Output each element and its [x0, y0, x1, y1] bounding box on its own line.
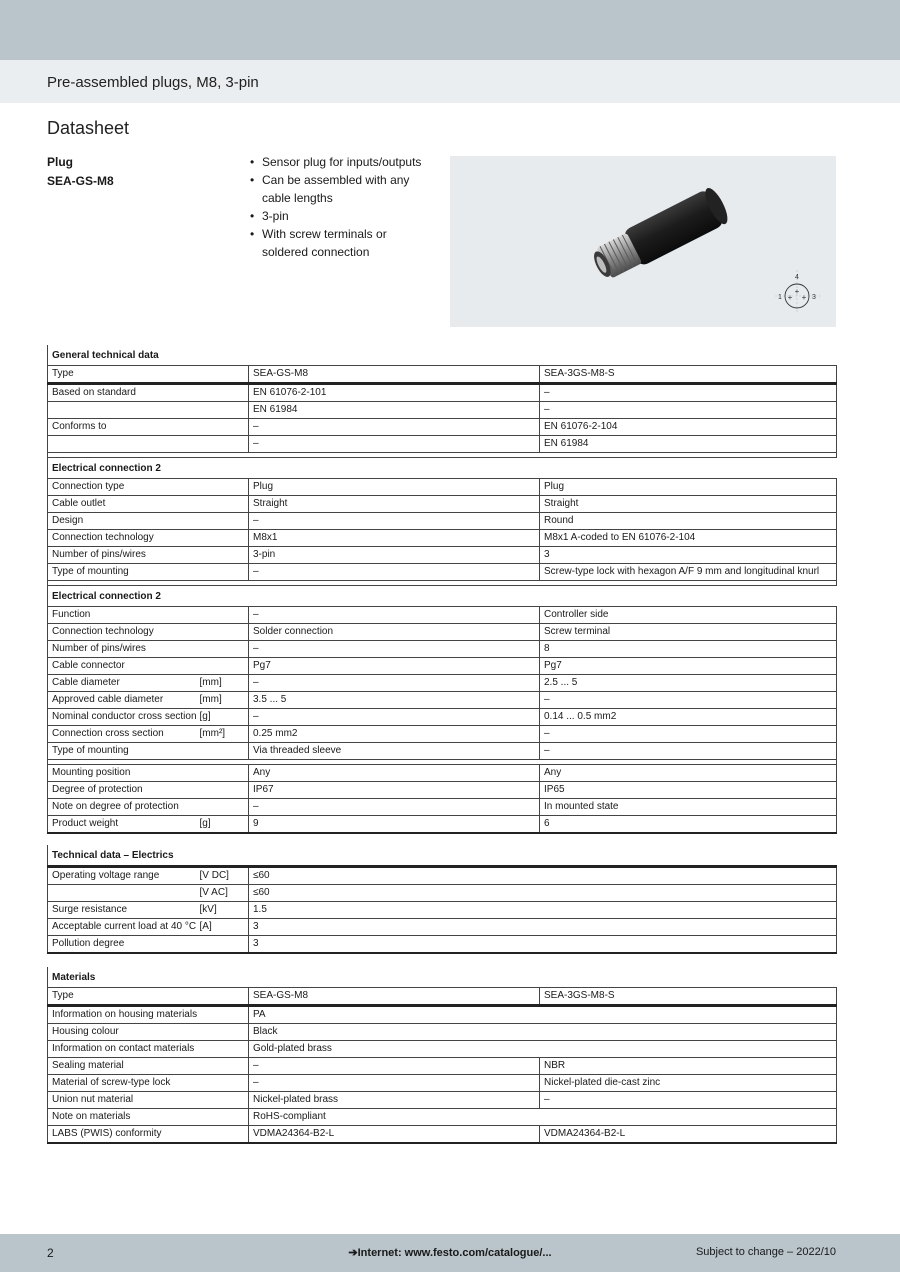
row-value: RoHS-compliant [249, 1109, 837, 1126]
row-value-a: IP67 [249, 782, 540, 799]
row-label: Product weight [48, 816, 198, 834]
row-label [48, 436, 198, 453]
row-label: Based on standard [48, 384, 198, 402]
row-label: Housing colour [48, 1024, 249, 1041]
row-label: Union nut material [48, 1092, 249, 1109]
row-value-a: – [249, 564, 540, 581]
row-label: Acceptable current load at 40 °C [48, 919, 198, 936]
row-label: Mounting position [48, 765, 198, 782]
row-value: ≤60 [249, 885, 837, 902]
row-unit [198, 547, 249, 564]
svg-text:+: + [801, 293, 807, 302]
table-row [48, 436, 837, 453]
table-row [48, 816, 837, 834]
table-row [48, 988, 837, 1006]
feature-item: • Sensor plug for inputs/outputs [248, 153, 433, 171]
table-section-header [48, 586, 837, 607]
row-value-a: EN 61076-2-101 [249, 384, 540, 402]
row-label: Pollution degree [48, 936, 198, 954]
table-row [48, 419, 837, 436]
row-label: Operating voltage range [48, 867, 198, 885]
row-unit [198, 384, 249, 402]
row-value-b: Screw-type lock with hexagon A/F 9 mm and longitudinal knurl [540, 564, 837, 581]
row-value-b: – [540, 1092, 837, 1109]
table-row [48, 366, 837, 384]
row-value-b: VDMA24364-B2-L [540, 1126, 837, 1144]
row-unit: [mm] [198, 675, 249, 692]
type-value-b: SEA-3GS-M8-S [540, 988, 837, 1006]
row-label: Function [48, 607, 198, 624]
row-value-b: EN 61076-2-104 [540, 419, 837, 436]
row-label: Nominal conductor cross section [48, 709, 198, 726]
row-label [48, 885, 198, 902]
row-value-b: Controller side [540, 607, 837, 624]
row-label: Cable outlet [48, 496, 198, 513]
table-row [48, 743, 837, 760]
row-value: PA [249, 1006, 837, 1024]
row-value-a: Plug [249, 479, 540, 496]
table-row [48, 607, 837, 624]
row-value-b: Pg7 [540, 658, 837, 675]
row-unit: [mm] [198, 692, 249, 709]
row-value-a: Straight [249, 496, 540, 513]
table-row [48, 1109, 837, 1126]
table-row [48, 867, 837, 885]
materials-table [47, 967, 837, 1144]
row-unit [198, 936, 249, 954]
row-value-b: 0.14 ... 0.5 mm2 [540, 709, 837, 726]
table-row [48, 692, 837, 709]
feature-item: • Can be assembled with any cable lengths [248, 171, 433, 207]
row-value-a: – [249, 709, 540, 726]
row-label: LABS (PWIS) conformity [48, 1126, 249, 1144]
row-value-a: M8x1 [249, 530, 540, 547]
row-unit [198, 496, 249, 513]
row-value-a: – [249, 675, 540, 692]
table-row [48, 902, 837, 919]
row-unit: [mm²] [198, 726, 249, 743]
row-unit [198, 564, 249, 581]
catalogue-link-text: Internet: www.festo.com/catalogue/... [357, 1247, 552, 1259]
row-value-a: Solder connection [249, 624, 540, 641]
table-row [48, 564, 837, 581]
row-value-b: Nickel-plated die-cast zinc [540, 1075, 837, 1092]
row-value-a: Nickel-plated brass [249, 1092, 540, 1109]
row-unit [198, 436, 249, 453]
table-row [48, 1092, 837, 1109]
table-row [48, 1024, 837, 1041]
section-heading: Electrical connection 2 [48, 586, 837, 607]
row-value-b: EN 61984 [540, 436, 837, 453]
section-heading: Materials [48, 967, 837, 988]
row-value-b: NBR [540, 1058, 837, 1075]
pin-label: 1 [778, 294, 782, 301]
product-name-line2: SEA-GS-M8 [47, 174, 114, 188]
row-value-b: – [540, 743, 837, 760]
general-technical-data-table [47, 345, 837, 834]
type-value-b: SEA-3GS-M8-S [540, 366, 837, 384]
row-value-b: – [540, 726, 837, 743]
table-section-header [48, 967, 837, 988]
row-value-a: Pg7 [249, 658, 540, 675]
row-unit [198, 607, 249, 624]
pin-label: 4 [795, 274, 799, 281]
table-row [48, 402, 837, 419]
row-value-b: Round [540, 513, 837, 530]
row-value-a: – [249, 641, 540, 658]
section-heading: Technical data – Electrics [48, 845, 837, 867]
pin-layout-diagram [775, 270, 821, 314]
table-row [48, 1006, 837, 1024]
section-title: Datasheet [47, 118, 130, 138]
table-row [48, 885, 837, 902]
row-unit [198, 658, 249, 675]
row-value-b: – [540, 402, 837, 419]
row-label: Cable diameter [48, 675, 198, 692]
row-unit: [V DC] [198, 867, 249, 885]
row-unit [198, 479, 249, 496]
svg-text:+: + [787, 293, 793, 302]
table-section-header [48, 845, 837, 867]
table-row [48, 479, 837, 496]
row-label: Type of mounting [48, 564, 198, 581]
row-value-b: 6 [540, 816, 837, 834]
row-unit: [g] [198, 709, 249, 726]
row-value-b: Any [540, 765, 837, 782]
row-label: Conforms to [48, 419, 198, 436]
row-value-a: 0.25 mm2 [249, 726, 540, 743]
table-row [48, 547, 837, 564]
table-row [48, 919, 837, 936]
product-name-line1: Plug [47, 155, 73, 169]
row-unit [198, 419, 249, 436]
row-label: Connection type [48, 479, 198, 496]
table-row [48, 1126, 837, 1144]
row-value-b: 2.5 ... 5 [540, 675, 837, 692]
row-value-b: M8x1 A-coded to EN 61076-2-104 [540, 530, 837, 547]
row-value-a: 3.5 ... 5 [249, 692, 540, 709]
change-notice: Subject to change – 2022/10 [695, 1246, 836, 1258]
table-row [48, 1075, 837, 1092]
table-row [48, 799, 837, 816]
type-label: Type [48, 988, 249, 1006]
page-header [0, 60, 900, 103]
row-label: Note on degree of protection [48, 799, 198, 816]
row-value: 3 [249, 936, 837, 954]
section-heading: Electrical connection 2 [48, 458, 837, 479]
row-label: Type of mounting [48, 743, 198, 760]
arrow-right-icon: ➔ [348, 1247, 358, 1259]
row-label: Sealing material [48, 1058, 249, 1075]
product-name [47, 153, 114, 191]
row-value-b: 8 [540, 641, 837, 658]
row-value-b: – [540, 692, 837, 709]
table-row [48, 782, 837, 799]
row-value: Black [249, 1024, 837, 1041]
row-value: ≤60 [249, 867, 837, 885]
row-value: 3 [249, 919, 837, 936]
top-band [0, 0, 900, 60]
row-label: Surge resistance [48, 902, 198, 919]
row-unit [198, 402, 249, 419]
row-value-a: VDMA24364-B2-L [249, 1126, 540, 1144]
table-row [48, 530, 837, 547]
table-section-header [48, 458, 837, 479]
feature-list [248, 153, 433, 261]
row-value-b: – [540, 384, 837, 402]
row-unit [198, 641, 249, 658]
row-value-a: – [249, 1058, 540, 1075]
row-label: Approved cable diameter [48, 692, 198, 709]
table-row [48, 384, 837, 402]
row-value-a: – [249, 419, 540, 436]
table-row [48, 496, 837, 513]
row-unit [198, 782, 249, 799]
row-label: Connection technology [48, 624, 198, 641]
row-value-a: Any [249, 765, 540, 782]
feature-item: • 3-pin [248, 207, 433, 225]
table-section-header [48, 345, 837, 366]
row-unit: [kV] [198, 902, 249, 919]
table-row [48, 658, 837, 675]
table-row [48, 765, 837, 782]
row-unit [198, 624, 249, 641]
row-value-a: – [249, 436, 540, 453]
row-unit [198, 743, 249, 760]
row-value-a: 9 [249, 816, 540, 834]
row-unit [198, 799, 249, 816]
row-value-a: Via threaded sleeve [249, 743, 540, 760]
row-value-b: Straight [540, 496, 837, 513]
row-value: Gold-plated brass [249, 1041, 837, 1058]
table-row [48, 1041, 837, 1058]
row-label: Information on contact materials [48, 1041, 249, 1058]
row-unit: [V AC] [198, 885, 249, 902]
type-value-a: SEA-GS-M8 [249, 988, 540, 1006]
row-label: Information on housing materials [48, 1006, 249, 1024]
row-unit: [A] [198, 919, 249, 936]
section-heading: General technical data [48, 345, 837, 366]
row-label: Connection technology [48, 530, 198, 547]
svg-text:+: + [794, 287, 800, 296]
type-value-a: SEA-GS-M8 [249, 366, 540, 384]
feature-item: • With screw terminals or soldered connection [248, 225, 433, 261]
table-row [48, 513, 837, 530]
pin-label: 3 [812, 294, 816, 301]
row-label: Material of screw-type lock [48, 1075, 249, 1092]
row-value-a: – [249, 799, 540, 816]
row-label: Note on materials [48, 1109, 249, 1126]
row-value-b: 3 [540, 547, 837, 564]
row-unit [198, 765, 249, 782]
table-row [48, 675, 837, 692]
row-value: 1.5 [249, 902, 837, 919]
row-label: Number of pins/wires [48, 547, 198, 564]
row-label: Connection cross section [48, 726, 198, 743]
row-label: Degree of protection [48, 782, 198, 799]
table-row [48, 1058, 837, 1075]
page-footer [0, 1234, 900, 1272]
row-value-b: IP65 [540, 782, 837, 799]
row-value-b: In mounted state [540, 799, 837, 816]
page-number: 2 [47, 1246, 54, 1260]
row-unit [198, 530, 249, 547]
row-label: Design [48, 513, 198, 530]
row-value-a: 3-pin [249, 547, 540, 564]
row-label: Number of pins/wires [48, 641, 198, 658]
row-value-a: – [249, 1075, 540, 1092]
row-label: Cable connector [48, 658, 198, 675]
page-header-title: Pre-assembled plugs, M8, 3-pin [47, 74, 259, 91]
row-value-b: Plug [540, 479, 837, 496]
row-unit: [g] [198, 816, 249, 834]
row-unit [198, 513, 249, 530]
table-row [48, 624, 837, 641]
table-row [48, 726, 837, 743]
row-value-a: – [249, 513, 540, 530]
technical-data-electrics-table [47, 845, 837, 954]
row-value-a: EN 61984 [249, 402, 540, 419]
table-row [48, 641, 837, 658]
row-label [48, 402, 198, 419]
type-label: Type [48, 366, 249, 384]
row-value-a: – [249, 607, 540, 624]
table-row [48, 936, 837, 954]
row-value-b: Screw terminal [540, 624, 837, 641]
table-row [48, 709, 837, 726]
